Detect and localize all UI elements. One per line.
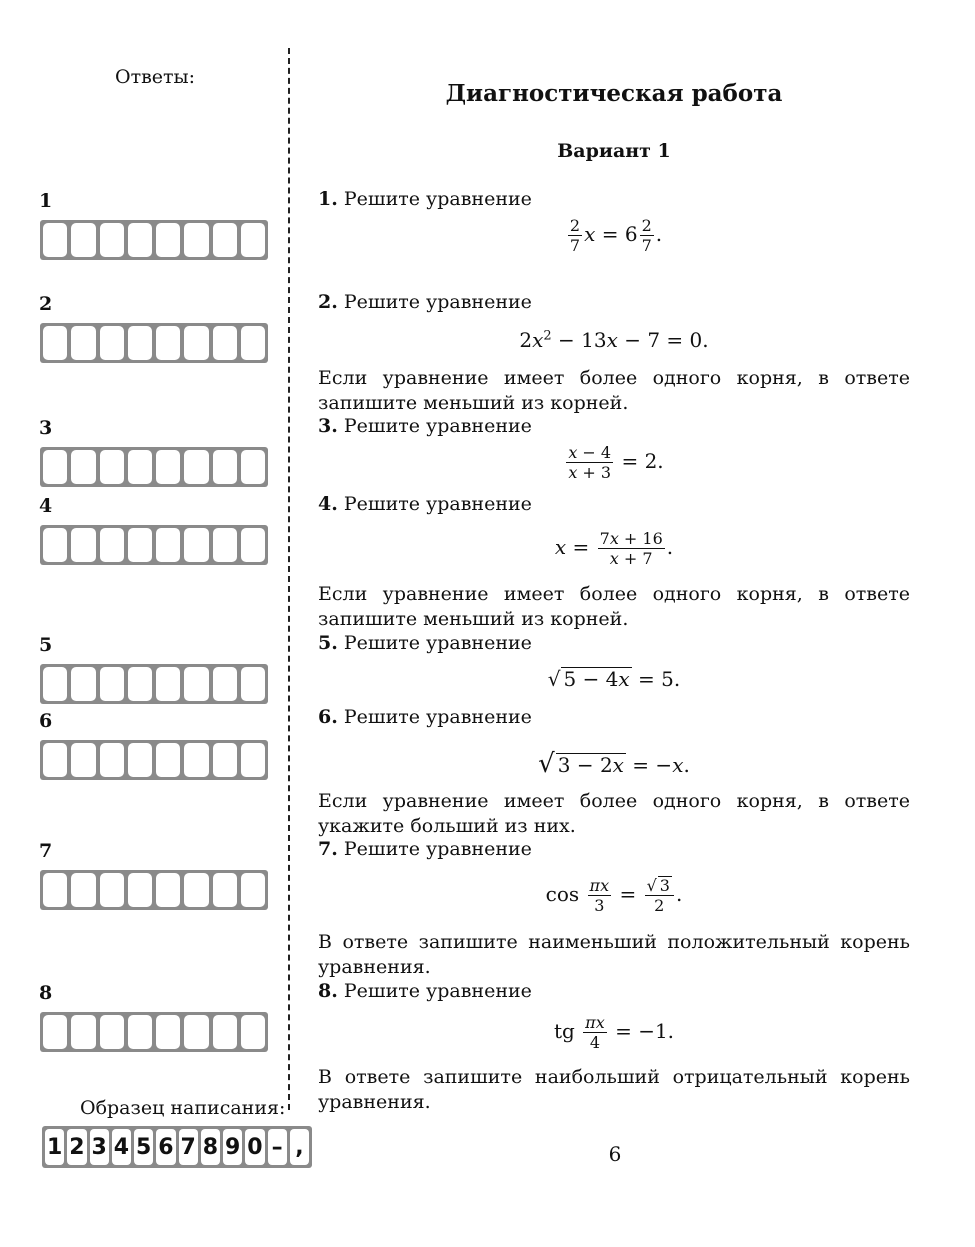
answer-label-7: 7 — [39, 840, 53, 862]
answer-field-5[interactable] — [40, 664, 268, 704]
answer-label-6: 6 — [39, 710, 53, 732]
page-title: Диагностическая работа — [445, 80, 783, 107]
answer-field-1[interactable] — [40, 220, 268, 260]
sample-char: 9 — [223, 1129, 242, 1165]
sample-char: 3 — [90, 1129, 109, 1165]
answer-field-7[interactable] — [40, 870, 268, 910]
sample-char: 5 — [134, 1129, 153, 1165]
answer-label-8: 8 — [39, 982, 53, 1004]
answer-field-4[interactable] — [40, 525, 268, 565]
task-3: 3. Решите уравнение — [318, 415, 532, 437]
answers-title: Ответы: — [115, 66, 196, 88]
formula-5: √ 5 − 4x = 5. — [547, 667, 681, 691]
task-2: 2. Решите уравнение — [318, 291, 532, 313]
task-7-note: В ответе запишите наименьший положительный корень уравнения. — [318, 931, 910, 978]
sample-label: Образец написания: — [80, 1097, 286, 1119]
answer-field-8[interactable] — [40, 1012, 268, 1052]
task-8: 8. Решите уравнение — [318, 980, 532, 1002]
variant-label: Вариант 1 — [557, 140, 671, 162]
sample-char: , — [290, 1129, 309, 1165]
sample-char: 7 — [179, 1129, 198, 1165]
formula-8: tg $\frac{\pi x}{4}$ = −1. — [553, 1013, 675, 1052]
task-8-note: В ответе запишите наибольший отрицательный корень уравнения. — [318, 1066, 910, 1113]
sample-char: – — [268, 1129, 287, 1165]
task-7: 7. Решите уравнение — [318, 838, 532, 860]
cut-line-divider — [288, 48, 290, 1110]
sample-char: 6 — [156, 1129, 175, 1165]
answer-label-3: 3 — [39, 417, 53, 439]
answer-label-5: 5 — [39, 634, 53, 656]
sample-char: 1 — [45, 1129, 64, 1165]
answer-label-4: 4 — [39, 495, 53, 517]
formula-1: $\frac{2}{7}$ x = 6 $\frac{2}{7}$ . — [569, 216, 663, 255]
formula-4: x = $\frac{7x + 16}{x + 7}$ . — [554, 529, 674, 568]
sample-digits — [42, 1126, 312, 1168]
formula-6: √ 3 − 2x = −x. — [538, 749, 690, 779]
answer-field-2[interactable] — [40, 323, 268, 363]
task-4: 4. Решите уравнение — [318, 493, 532, 515]
task-5: 5. Решите уравнение — [318, 632, 532, 654]
answer-label-2: 2 — [39, 293, 53, 315]
task-1: 1. Решите уравнение — [318, 188, 532, 210]
formula-7: cos $\frac{\pi x}{3}$ = $\frac{√ 3}{2}$ . — [545, 876, 683, 915]
task-2-note: Если уравнение имеет более одного корня, в ответе запишите меньший из корней. — [318, 367, 910, 414]
task-6: 6. Решите уравнение — [318, 706, 532, 728]
sample-char: 4 — [112, 1129, 131, 1165]
task-4-note: Если уравнение имеет более одного корня, в ответе запишите меньший из корней. — [318, 583, 910, 630]
sample-char: 8 — [201, 1129, 220, 1165]
page-number: 6 — [608, 1142, 622, 1166]
formula-3: $\frac{x - 4}{x + 3}$ = 2. — [568, 443, 664, 482]
sample-char: 0 — [245, 1129, 264, 1165]
answer-field-6[interactable] — [40, 740, 268, 780]
answer-field-3[interactable] — [40, 447, 268, 487]
formula-2: $2x^2 - 13x - 7 = 0$. — [519, 328, 709, 352]
answer-label-1: 1 — [39, 190, 53, 212]
sample-char: 2 — [67, 1129, 86, 1165]
task-6-note: Если уравнение имеет более одного корня, в ответе укажите больший из них. — [318, 790, 910, 837]
